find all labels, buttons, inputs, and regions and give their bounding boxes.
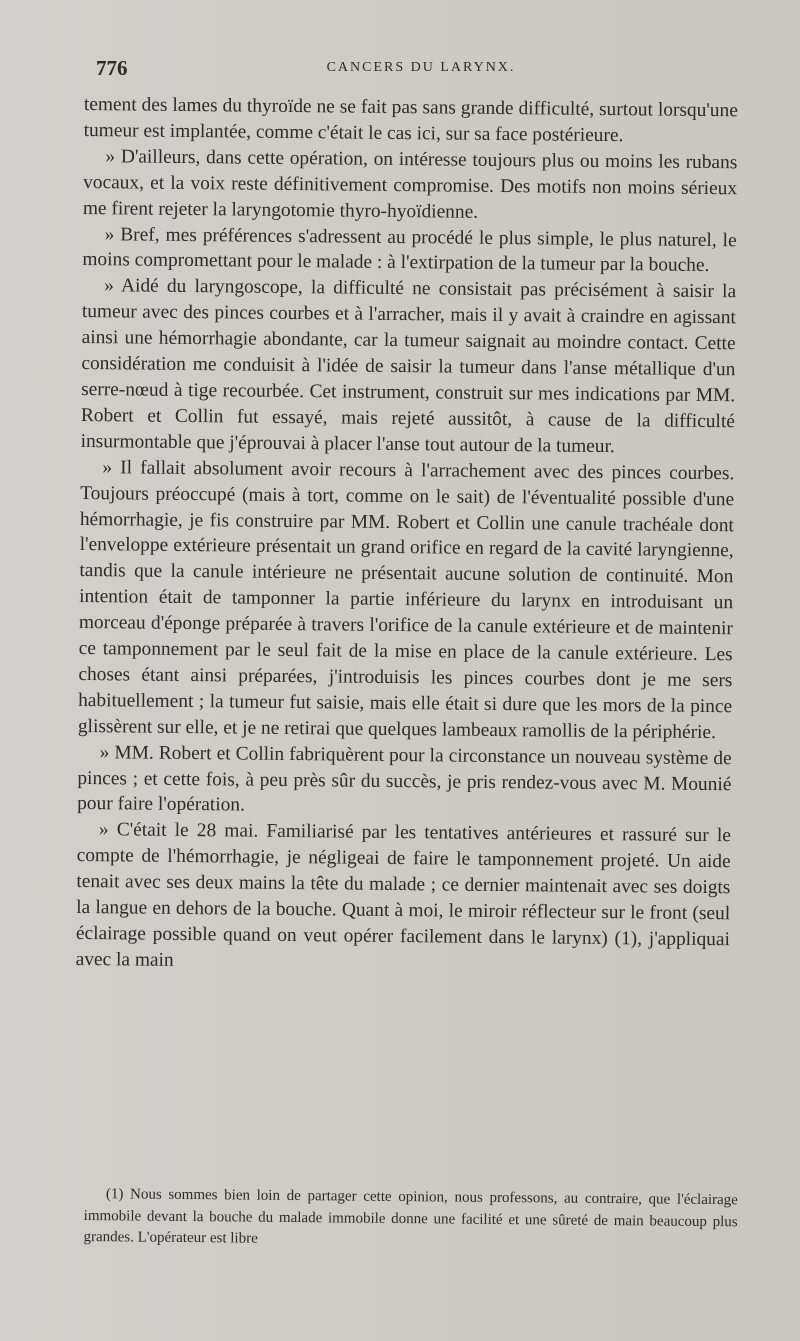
footnote [83, 1184, 738, 1255]
body-text [76, 92, 738, 979]
page-number: 776 [96, 56, 128, 80]
paragraph: » C'était le 28 mai. Familiarisé par les tentatives antérieures et rassuré sur le compte de l'hémorrhagie, je négligeai de faire le tamponnement projeté. Un aide tenait avec ses deux mains la tête du malade ; ce dernier maintenait avec ses doigts la langue en dehors de la bouche. Quant à moi, le miroir réflecteur sur le front (seul éclairage possible quand on veut opérer facilement dans le larynx) (1), j'appliquai avec la main [75, 819, 731, 971]
paragraph: » Bref, mes préférences s'adressent au procédé le plus simple, le plus naturel, le moins compromettant pour le malade : à l'extirpation de la tumeur par la bouche. [82, 223, 737, 277]
paragraph: tement des lames du thyroïde ne se fait pas sans grande difficulté, surtout lorsqu'une tumeur est implantée, comme c'était le cas ici, sur sa face postérieure. [83, 93, 738, 147]
paragraph: » Aidé du laryngoscope, la difficulté ne consistait pas précisément à saisir la tumeur avec des pinces courbes et à l'arracher, mais il y avait à craindre en agissant ainsi une hémorrhagie abondante, car la tumeur saignait au moindre contact. Cette considération me conduisit à l'idée de saisir la tumeur dans l'anse métallique d'un serre-nœud à tige recourbée. Cet instrument, construit sur mes indications par MM. Robert et Collin fut essayé, mais rejeté aussitôt, à cause de la difficulté insurmontable que j'éprouvai à placer l'anse tout autour de la tumeur. [80, 275, 737, 457]
page-header [96, 56, 746, 80]
paragraph: » D'ailleurs, dans cette opération, on intéresse toujours plus ou moins les rubans vocaux, et la voix reste définitivement compromise. Des motifs non moins sérieux me firent rejeter la laryngotomie thyro-hyoïdienne. [82, 146, 738, 223]
running-head: CANCERS DU LARYNX. [326, 60, 516, 75]
paragraph: » Il fallait absolument avoir recours à l'arrachement avec des pinces courbes. Toujours préoccupé (mais à tort, comme on le sait) de l'éventualité possible d'une hémorrhagie, je fis construire par MM. Robert et Collin une canule trachéale dont l'enveloppe extérieure présentait un grand orifice en regard de la cavité laryngienne, tandis que la canule intérieure ne présentait aucune solution de continuité. Mon intention était de tamponner la partie inférieure du larynx en introduisant un morceau d'éponge préparée à travers l'orifice de la canule extérieure et de maintenir ce tamponnement par le seul fait de la mise en place de la canule extérieure. Les choses étant ainsi préparées, j'introduisis les pinces courbes dont je me sers habituellement ; la tumeur fut saisie, mais elle était si dure que les mors de la pince glissèrent sur elle, et je ne retirai que quelques lambeaux ramollis de la périphérie. [77, 456, 735, 743]
paragraph: » MM. Robert et Collin fabriquèrent pour la circonstance un nouveau système de pinces ; et cette fois, à peu près sûr du succès, je pris rendez-vous avec M. Mounié pour faire l'opération. [77, 741, 732, 817]
footnote-text: (1) Nous sommes bien loin de partager cette opinion, nous professons, au contraire, que l'éclairage immobile devant la bouche du malade immobile donne une facilité et une sûreté de main beaucoup plus grandes. L'opérateur est libre [83, 1186, 738, 1247]
